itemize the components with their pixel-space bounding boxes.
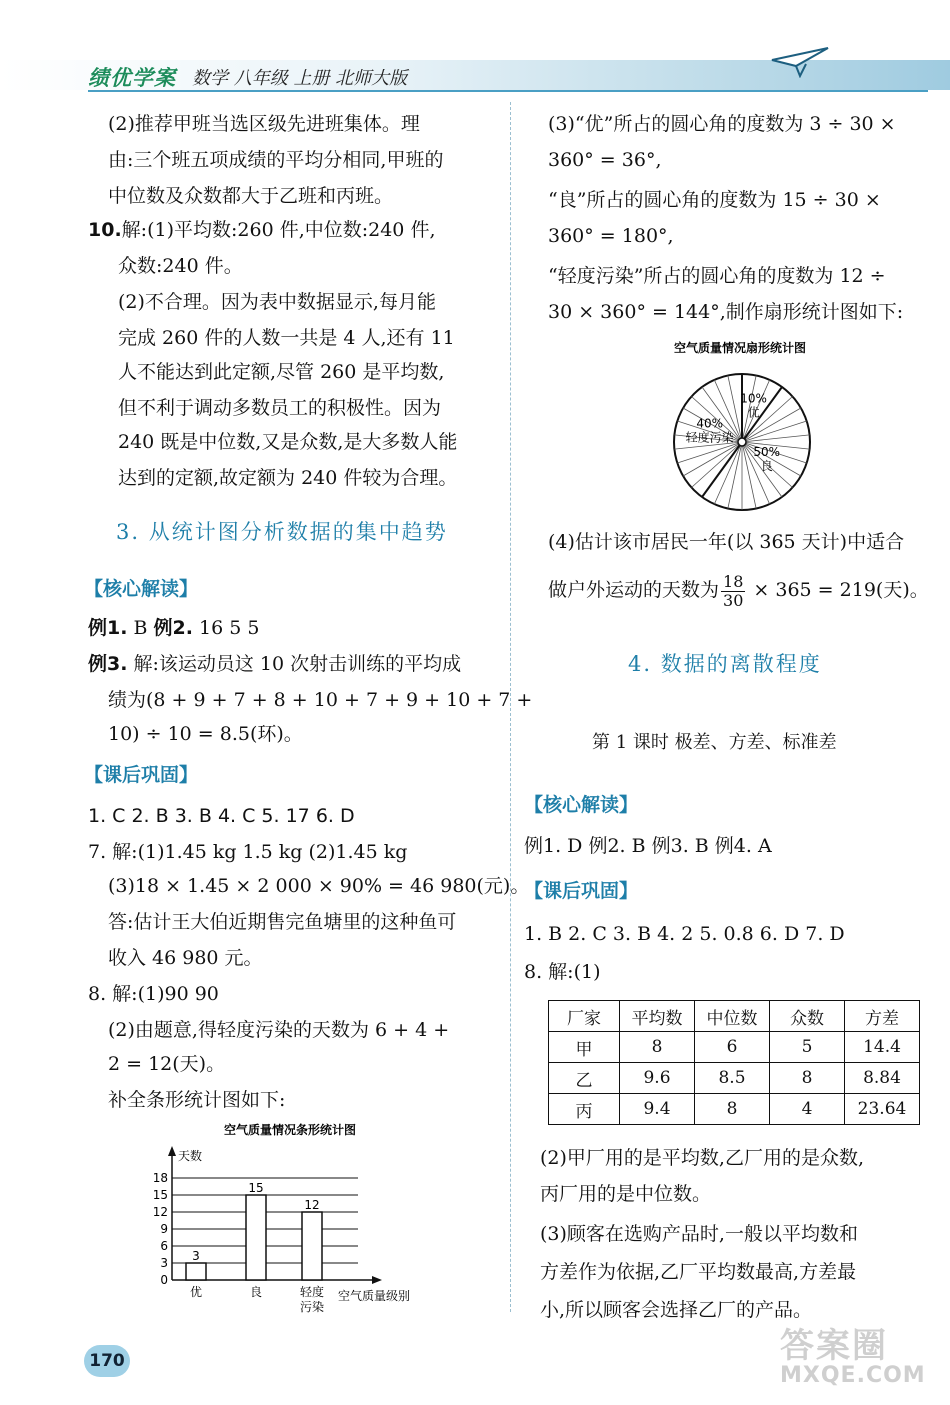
y-axis-label: 天数 <box>178 1149 203 1163</box>
r-review-tag: 【课后巩固】 <box>524 880 639 902</box>
pie-slice-pct: 40% <box>696 416 723 431</box>
x-tick-label: 优 <box>189 1285 203 1299</box>
r-q8-line1: 8. 解:(1) <box>524 961 601 983</box>
x-axis-label: 空气质量级别 <box>338 1289 411 1303</box>
q4-result: × 365 = 219(天)。 <box>747 579 929 601</box>
table-cell: 23.64 <box>845 1094 920 1125</box>
table-cell: 8 <box>620 1032 695 1063</box>
core-reading-tag: 【核心解读】 <box>84 578 199 600</box>
ex3-label: 例3. <box>88 653 128 675</box>
y-tick-label: 0 <box>160 1273 168 1287</box>
r-q8-part2-line2: 丙厂用的是中位数。 <box>540 1183 712 1205</box>
fraction <box>721 573 745 610</box>
pie-slice-label: 轻度污染 <box>685 430 734 445</box>
bar-value-label: 15 <box>248 1181 264 1195</box>
table-cell: 9.4 <box>620 1094 695 1125</box>
r-example-answers: 例1. D 例2. B 例3. B 例4. A <box>524 835 772 857</box>
r-q4-line2 <box>548 572 929 610</box>
table-cell: 8.5 <box>695 1063 770 1094</box>
y-tick-label: 12 <box>152 1205 168 1219</box>
table-cell: 乙 <box>549 1063 620 1094</box>
paper-plane-icon <box>770 44 830 78</box>
ex1-label: 例1. <box>88 617 128 639</box>
pie-chart <box>570 336 910 516</box>
section-3-title: 3. 从统计图分析数据的集中趋势 <box>116 520 448 544</box>
example-3-line1 <box>88 646 461 682</box>
table-header-cell: 众数 <box>770 1001 845 1032</box>
r-q8-part3-line2: 方差作为依据,乙厂平均数最高,方差最 <box>540 1261 857 1283</box>
examples-1-2 <box>88 610 259 646</box>
table-cell: 6 <box>695 1032 770 1063</box>
y-tick-label: 3 <box>160 1256 168 1270</box>
x-tick-label: 良 <box>249 1285 263 1299</box>
q4-text: 做户外运动的天数为 <box>548 579 720 601</box>
pie-slice-label: 良 <box>760 458 773 473</box>
q9-part2-line3: 中位数及众数都大于乙班和丙班。 <box>108 185 394 207</box>
pie-center <box>738 438 746 446</box>
table-header-cell: 方差 <box>845 1001 920 1032</box>
r-q3-line1: (3)“优”所占的圆心角的度数为 3 ÷ 30 × <box>548 113 896 135</box>
r-q8-part3-line3: 小,所以顾客会选择乙厂的产品。 <box>540 1299 813 1321</box>
table-cell: 丙 <box>549 1094 620 1125</box>
table-header-cell: 平均数 <box>620 1001 695 1032</box>
y-tick-label: 6 <box>160 1239 168 1253</box>
bar-value-label: 12 <box>304 1198 320 1212</box>
fraction-denominator: 30 <box>723 590 744 610</box>
book-subject: 数学 八年级 上册 北师大版 <box>192 68 408 89</box>
table-header-cell: 厂家 <box>549 1001 620 1032</box>
table-cell: 8 <box>695 1094 770 1125</box>
r-core-reading-tag: 【核心解读】 <box>524 794 639 816</box>
table-cell: 8 <box>770 1063 845 1094</box>
x-tick-label: 轻度 <box>299 1285 325 1299</box>
bar <box>186 1263 206 1280</box>
x-tick-label: 污染 <box>299 1300 325 1314</box>
fraction-numerator: 18 <box>723 571 744 591</box>
bar <box>246 1195 266 1280</box>
table-row <box>549 1094 920 1125</box>
q8-line3: 2 = 12(天)。 <box>108 1053 226 1075</box>
q8-line1: 8. 解:(1)90 90 <box>88 983 219 1005</box>
bar <box>302 1212 322 1280</box>
section-4-title: 4. 数据的离散程度 <box>628 652 822 676</box>
q7-line3: 答:估计王大伯近期售完鱼塘里的这种鱼可 <box>108 911 457 933</box>
q10-line1 <box>88 212 435 248</box>
header-rule <box>88 90 928 92</box>
y-tick-label: 15 <box>152 1188 168 1202</box>
y-axis-arrow <box>168 1146 176 1156</box>
pie-slice-pct: 50% <box>753 444 781 459</box>
ex2-label: 例2. <box>153 617 193 639</box>
watermark-logo-text: 答案圈 <box>780 1326 888 1366</box>
q8-line2: (2)由题意,得轻度污染的天数为 6 + 4 + <box>108 1019 450 1041</box>
table-cell: 4 <box>770 1094 845 1125</box>
r-q4-line1: (4)估计该市居民一年(以 365 天计)中适合 <box>548 531 905 553</box>
y-tick-label: 18 <box>152 1171 168 1185</box>
table-cell: 9.6 <box>620 1063 695 1094</box>
bar-chart <box>140 1118 440 1323</box>
pie-slice-label: 优 <box>747 405 760 420</box>
q7-line1: 7. 解:(1)1.45 kg 1.5 kg (2)1.45 kg <box>88 841 408 863</box>
r-q3-line6: 30 × 360° = 144°,制作扇形统计图如下: <box>548 301 904 323</box>
q10-part2-line3: 人不能达到此定额,尽管 260 是平均数, <box>118 361 445 383</box>
ex2-answer: 16 5 5 <box>192 617 260 639</box>
q9-part2-line1: (2)推荐甲班当选区级先进班集体。理 <box>108 113 420 135</box>
stats-table <box>548 1000 920 1125</box>
answers-1-6: 1. C 2. B 3. B 4. C 5. 17 6. D <box>88 805 355 827</box>
example-3-line3: 10) ÷ 10 = 8.5(环)。 <box>108 723 303 745</box>
q10-part2-line6: 达到的定额,故定额为 240 件较为合理。 <box>118 467 458 489</box>
q10-answer-1: 解:(1)平均数:260 件,中位数:240 件, <box>121 219 436 241</box>
brand-logo: 绩优学案 <box>88 66 176 90</box>
q10-number: 10. <box>88 219 122 241</box>
q10-part2-line1: (2)不合理。因为表中数据显示,每月能 <box>118 291 436 313</box>
q7-line4: 收入 46 980 元。 <box>108 947 263 969</box>
q8-line4: 补全条形统计图如下: <box>108 1089 286 1111</box>
table-cell: 甲 <box>549 1032 620 1063</box>
q10-part2-line5: 240 既是中位数,又是众数,是大多数人能 <box>118 431 458 453</box>
pie-slice-pct: 10% <box>740 391 767 406</box>
table-cell: 8.84 <box>845 1063 920 1094</box>
chart-title: 空气质量情况条形统计图 <box>223 1123 357 1137</box>
table-row <box>549 1032 920 1063</box>
table-cell: 5 <box>770 1032 845 1063</box>
r-q3-line4: 360° = 180°, <box>548 225 674 247</box>
lesson-title: 第 1 课时 极差、方差、标准差 <box>592 732 837 753</box>
ex3-answer: 解:该运动员这 10 次射击训练的平均成 <box>127 653 462 675</box>
r-q3-line2: 360° = 36°, <box>548 149 662 171</box>
watermark <box>780 1318 926 1388</box>
review-tag: 【课后巩固】 <box>84 764 199 786</box>
r-answers-1-7: 1. B 2. C 3. B 4. 2 5. 0.8 6. D 7. D <box>524 923 845 945</box>
q10-part2-line2: 完成 260 件的人数一共是 4 人,还有 11 <box>118 327 455 349</box>
table-header-row <box>549 1001 920 1032</box>
watermark-url: MXQE.COM <box>780 1363 926 1388</box>
r-q3-line3: “良”所占的圆心角的度数为 15 ÷ 30 × <box>548 189 881 211</box>
page-number: 170 <box>84 1345 130 1377</box>
page-header <box>0 0 950 95</box>
y-tick-label: 9 <box>160 1222 168 1236</box>
r-q8-part3-line1: (3)顾客在选购产品时,一般以平均数和 <box>540 1223 858 1245</box>
table-cell: 14.4 <box>845 1032 920 1063</box>
r-q3-line5: “轻度污染”所占的圆心角的度数为 12 ÷ <box>548 265 886 287</box>
r-q8-part2-line1: (2)甲厂用的是平均数,乙厂用的是众数, <box>540 1147 864 1169</box>
q7-line2: (3)18 × 1.45 × 2 000 × 90% = 46 980(元)。 <box>108 875 530 897</box>
x-axis-arrow <box>372 1276 382 1284</box>
chart-title: 空气质量情况扇形统计图 <box>673 341 807 355</box>
table-row <box>549 1063 920 1094</box>
ex1-answer: B <box>127 617 154 639</box>
table-header-cell: 中位数 <box>695 1001 770 1032</box>
q9-part2-line2: 由:三个班五项成绩的平均分相同,甲班的 <box>108 149 444 171</box>
q10-line2: 众数:240 件。 <box>118 255 243 277</box>
bar-value-label: 3 <box>192 1249 200 1263</box>
q10-part2-line4: 但不利于调动多数员工的积极性。因为 <box>118 397 442 419</box>
example-3-line2: 绩为(8 + 9 + 7 + 8 + 10 + 7 + 9 + 10 + 7 + <box>108 689 533 711</box>
